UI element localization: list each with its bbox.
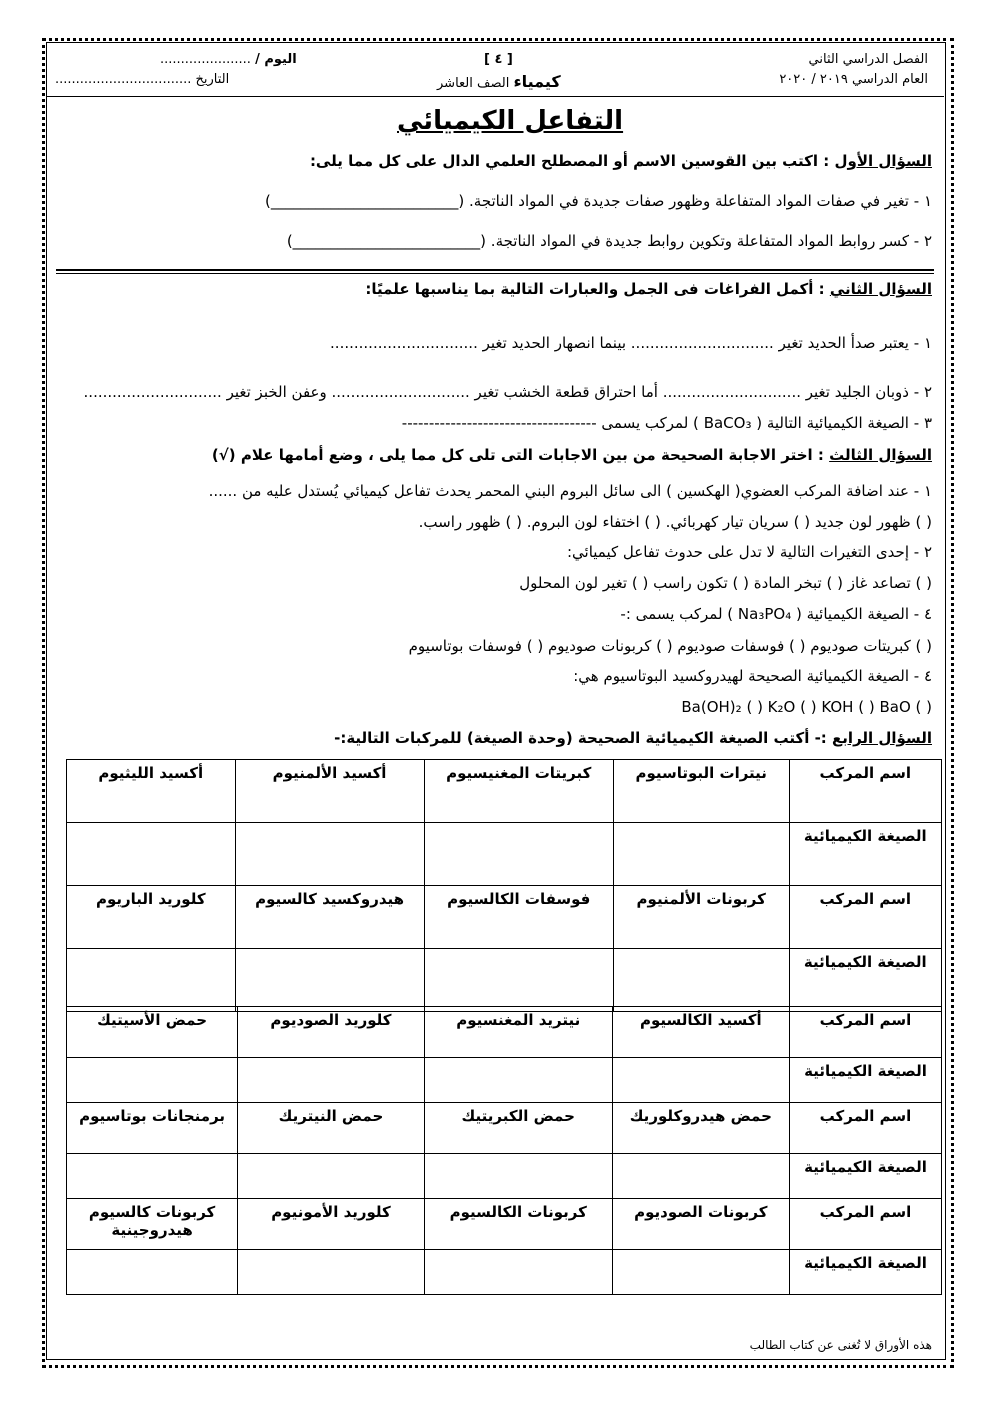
- formula-answer-cell[interactable]: [235, 949, 424, 1012]
- formula-table-2: [66, 1006, 942, 1295]
- formula-answer-cell[interactable]: [67, 949, 236, 1012]
- grade: الصف العاشر: [437, 76, 510, 91]
- formula-answer-cell[interactable]: [67, 1250, 238, 1295]
- formula-answer-cell[interactable]: [424, 1250, 612, 1295]
- formula-answer-cell[interactable]: [424, 823, 613, 886]
- formula-answer-cell[interactable]: [238, 1154, 425, 1199]
- formula-answer-cell[interactable]: [424, 1154, 612, 1199]
- row-header-formula: الصيغة الكيميائية: [789, 1058, 941, 1103]
- q1-item-1: ١ - تغير في صفات المواد المتفاعلة وظهور صفات جديدة في المواد الناتجة. (_________________________): [265, 192, 932, 210]
- q4-text: :- أكتب الصيغة الكيميائية الصحيحة (وحدة الصيغة) للمركبات التالية:-: [334, 729, 827, 747]
- formula-answer-cell[interactable]: [67, 1058, 238, 1103]
- row-header-name: اسم المركب: [789, 760, 941, 823]
- q2-item-3: ٣ - الصيغة الكيميائية التالية ( BaCO₃ ) لمركب يسمى ------------------------------------: [401, 414, 932, 432]
- date-field: [55, 72, 229, 87]
- formula-row: [67, 823, 942, 886]
- compound-name-row: [67, 1103, 942, 1154]
- formula-answer-cell[interactable]: [235, 823, 424, 886]
- formula-answer-cell[interactable]: [67, 823, 236, 886]
- formula-table-1: [66, 759, 942, 1012]
- row-header-formula: الصيغة الكيميائية: [789, 1250, 941, 1295]
- compound-name-row: [67, 1199, 942, 1250]
- q2-text: : أكمل الفراغات فى الجمل والعبارات التالية بما يناسبها علميًا:: [365, 280, 825, 298]
- row-header-formula: الصيغة الكيميائية: [789, 823, 941, 886]
- day-field: [160, 52, 297, 67]
- q1-label: السؤال الأول: [834, 152, 932, 170]
- formula-row: [67, 1250, 942, 1295]
- compound-name-cell: كربونات الكالسيوم: [424, 1199, 612, 1250]
- formula-answer-cell[interactable]: [67, 1154, 238, 1199]
- day-dots: ......................: [160, 52, 251, 67]
- academic-year: العام الدراسي ٢٠١٩ / ٢٠٢٠: [779, 72, 928, 87]
- row-header-name: اسم المركب: [789, 886, 941, 949]
- compound-name-cell: كبريتات المغنيسيوم: [424, 760, 613, 823]
- formula-answer-cell[interactable]: [612, 1154, 789, 1199]
- compound-name-cell: حمض النيتريك: [238, 1103, 425, 1154]
- q3-item-2: ٢ - إحدى التغيرات التالية لا تدل على حدوث تفاعل كيميائي:: [566, 543, 932, 561]
- compound-name-cell: كلوريد الباريوم: [67, 886, 236, 949]
- row-header-formula: الصيغة الكيميائية: [789, 949, 941, 1012]
- subject: كيمياء: [513, 72, 561, 91]
- formula-answer-cell[interactable]: [612, 1250, 789, 1295]
- page-title: التفاعل الكيميائي: [397, 106, 624, 136]
- row-header-formula: الصيغة الكيميائية: [789, 1154, 941, 1199]
- formula-answer-cell[interactable]: [424, 949, 613, 1012]
- header-divider: [46, 96, 944, 97]
- q2-label: السؤال الثاني: [829, 280, 932, 298]
- compound-name-cell: كلوريد الأمونيوم: [238, 1199, 425, 1250]
- compound-name-cell: أكسيد الألمنيوم: [235, 760, 424, 823]
- row-header-name: اسم المركب: [789, 1199, 941, 1250]
- q3-item-4-options: ( ) Ba(OH)₂ ( ) K₂O ( ) KOH ( ) BaO: [681, 698, 932, 716]
- q3-heading: [212, 446, 932, 464]
- compound-name-cell: أكسيد الكالسيوم: [612, 1007, 789, 1058]
- compound-name-cell: كربونات الصوديوم: [612, 1199, 789, 1250]
- compound-name-cell: نيتريد المغنسيوم: [424, 1007, 612, 1058]
- compound-name-cell: حمض الأسيتيك: [67, 1007, 238, 1058]
- formula-answer-cell[interactable]: [613, 949, 789, 1012]
- compound-name-cell: حمض الكبريتيك: [424, 1103, 612, 1154]
- subject-grade: [437, 72, 561, 91]
- q3-item-1: ١ - عند اضافة المركب العضوي( الهكسين ) الى سائل البروم البني المحمر يحدث تفاعل كيميائي يُستدل عليه من ......: [208, 482, 932, 500]
- q4-label: السؤال الرابع: [832, 729, 932, 747]
- compound-name-cell: نيترات البوتاسيوم: [613, 760, 789, 823]
- formula-row: [67, 949, 942, 1012]
- q1-divider: [56, 269, 934, 271]
- q3-item-3-options: ( ) كبريتات صوديوم ( ) فوسفات صوديوم ( ) كربونات صوديوم ( ) فوسفات بوتاسيوم: [408, 637, 932, 655]
- date-dots: .................................: [55, 72, 192, 87]
- compound-name-cell: برمنجانات بوتاسيوم: [67, 1103, 238, 1154]
- compound-name-cell: أكسيد الليثيوم: [67, 760, 236, 823]
- formula-answer-cell[interactable]: [238, 1058, 425, 1103]
- q1-heading: [310, 152, 932, 170]
- q1-item-2: ٢ - كسر روابط المواد المتفاعلة وتكوين روابط جديدة في المواد الناتجة. (_________________________): [286, 232, 932, 250]
- q1-divider-thin: [56, 273, 934, 274]
- formula-row: [67, 1058, 942, 1103]
- row-header-name: اسم المركب: [789, 1103, 941, 1154]
- formula-answer-cell[interactable]: [612, 1058, 789, 1103]
- compound-name-cell: كربونات الألمنيوم: [613, 886, 789, 949]
- formula-answer-cell[interactable]: [424, 1058, 612, 1103]
- q4-heading: [334, 729, 932, 747]
- compound-name-row: [67, 760, 942, 823]
- compound-name-cell: هيدروكسيد كالسيوم: [235, 886, 424, 949]
- q1-text: : اكتب بين القوسين الاسم أو المصطلح العلمي الدال على كل مما يلى:: [309, 152, 830, 170]
- page-number: [ ٤ ]: [484, 52, 513, 67]
- footer-note: هذه الأوراق لا تُغنى عن كتاب الطالب: [749, 1338, 932, 1352]
- q3-text: : اختر الاجابة الصحيحة من بين الاجابات التى تلى كل مما يلى ، وضع أمامها علام (√): [211, 446, 824, 464]
- compound-name-cell: كربونات كالسيوم هيدروجينية: [67, 1199, 238, 1250]
- q2-item-2: ٢ - ذوبان الجليد تغير ............................. أما احتراق قطعة الخشب تغير ............................. وعفن الخبز تغير .............................: [83, 383, 932, 401]
- compound-name-cell: كلوريد الصوديوم: [238, 1007, 425, 1058]
- q3-item-1-options: ( ) ظهور لون جديد ( ) سريان تيار كهربائي. ( ) اختفاء لون البروم. ( ) ظهور راسب.: [418, 513, 932, 531]
- q3-item-4: ٤ - الصيغة الكيميائية الصحيحة لهيدروكسيد البوتاسيوم هي:: [573, 667, 932, 685]
- day-label: اليوم /: [255, 52, 297, 67]
- q2-item-1: ١ - يعتبر صدأ الحديد تغير .............................. بينما انصهار الحديد تغير ...............................: [330, 334, 932, 352]
- row-header-name: اسم المركب: [789, 1007, 941, 1058]
- formula-answer-cell[interactable]: [238, 1250, 425, 1295]
- q2-heading: [365, 280, 932, 298]
- formula-row: [67, 1154, 942, 1199]
- compound-name-row: [67, 1007, 942, 1058]
- semester: الفصل الدراسي الثاني: [808, 52, 928, 67]
- q3-label: السؤال الثالث: [829, 446, 932, 464]
- q3-item-2-options: ( ) تصاعد غاز ( ) تبخر المادة ( ) تكون راسب ( ) تغير لون المحلول: [519, 574, 932, 592]
- formula-answer-cell[interactable]: [613, 823, 789, 886]
- compound-name-row: [67, 886, 942, 949]
- q3-item-3: ٤ - الصيغة الكيميائية ( Na₃PO₄ ) لمركب يسمى :-: [620, 605, 932, 623]
- date-label: التاريخ: [195, 72, 230, 87]
- compound-name-cell: فوسفات الكالسيوم: [424, 886, 613, 949]
- compound-name-cell: حمض هيدروكلوريك: [612, 1103, 789, 1154]
